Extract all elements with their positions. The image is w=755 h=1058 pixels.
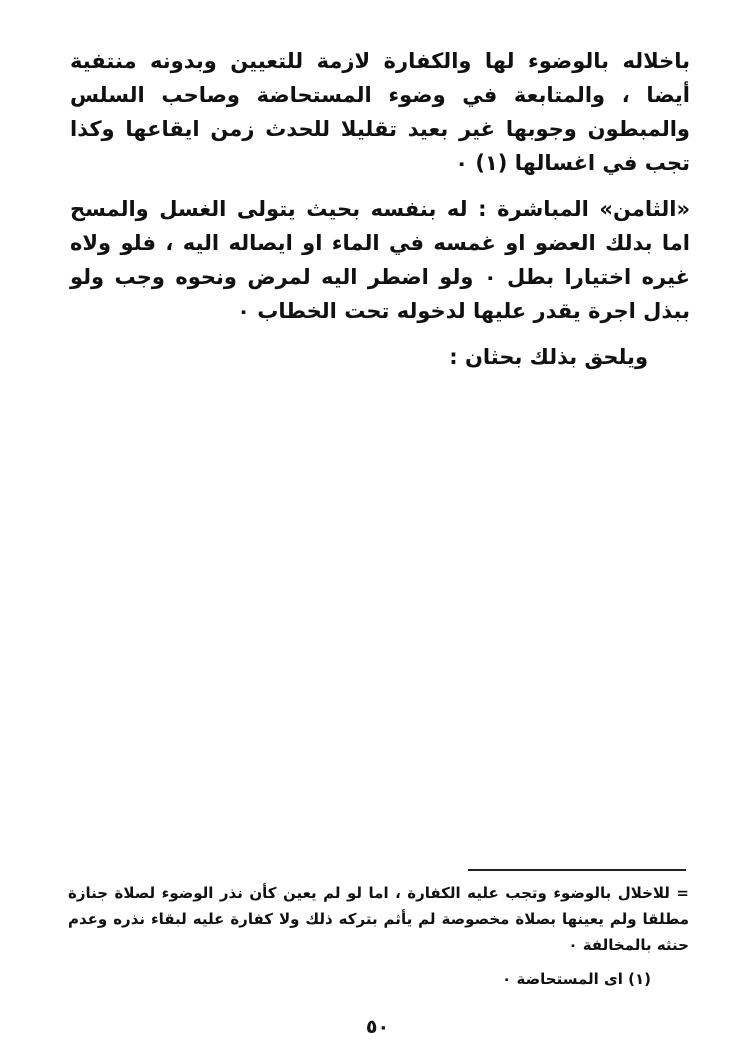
paragraph-2 xyxy=(70,192,690,328)
closing-line: ويلحق بذلك بحثان : xyxy=(449,345,648,369)
footnotes xyxy=(68,880,689,992)
footnote-1: (١) اى المستحاضة ٠ xyxy=(502,970,651,988)
footnote-divider xyxy=(468,869,686,871)
paragraph-2-text: له بنفسه بحيث يتولى الغسل والمسح اما بدلك العضو او غمسه في الماء او ايصاله اليه ، فلو ولاه غيره اختيارا بطل ٠ ولو اضطر اليه لمرض ونحوه وجب ولو ببذل اجرة يقدر عليها لدخوله تحت الخطاب ٠ xyxy=(70,197,690,323)
section-heading-eighth: «الثامن» المباشرة : xyxy=(478,197,691,221)
paragraph-1: باخلاله بالوضوء لها والكفارة لازمة للتعيين وبدونه منتفية أيضا ، والمتابعة في وضوء المستحاضة وصاحب السلس والمبطون وجوبها غير بعيد تقليلا للحدث زمن ايقاعها وكذا تجب في اغسالها (١) ٠ xyxy=(70,49,690,175)
footnote-continued: = للاخلال بالوضوء وتجب عليه الكفارة ، اما لو لم يعين كأن نذر الوضوء لصلاة جنازة مطلقا ولم يعينها بصلاة مخصوصة لم يأثم بتركه ذلك ولا كفارة عليه لبقاء نذره وعدم حنثه بالمخالفة ٠ xyxy=(68,884,689,954)
page-number: ٥٠ xyxy=(365,1016,390,1038)
main-text xyxy=(70,44,690,386)
